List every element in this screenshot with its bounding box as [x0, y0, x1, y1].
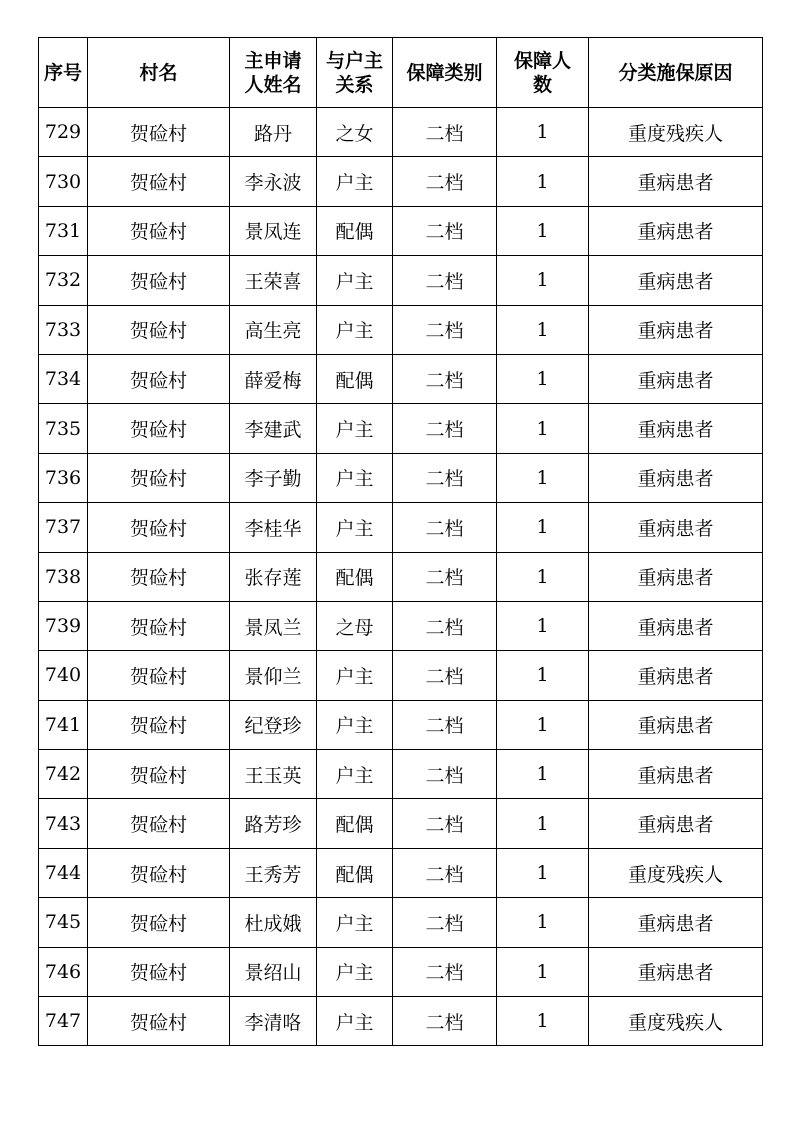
- cell-village: 贺硷村: [88, 898, 230, 947]
- header-count-line1: 保障人: [513, 49, 571, 72]
- cell-name: 路丹: [230, 108, 317, 157]
- cell-seq: 746: [39, 947, 88, 996]
- cell-relation: 配偶: [317, 552, 393, 601]
- table-row: [39, 651, 763, 700]
- cell-village: 贺硷村: [88, 404, 230, 453]
- cell-seq: 735: [39, 404, 88, 453]
- cell-seq: 739: [39, 601, 88, 650]
- cell-category: 二档: [393, 799, 497, 848]
- cell-relation: 配偶: [317, 799, 393, 848]
- cell-category: 二档: [393, 750, 497, 799]
- cell-name: 李桂华: [230, 503, 317, 552]
- header-relation-line1: 与户主: [325, 49, 383, 72]
- cell-seq: 740: [39, 651, 88, 700]
- cell-count: 1: [497, 404, 589, 453]
- cell-relation: 户主: [317, 651, 393, 700]
- cell-category: 二档: [393, 700, 497, 749]
- cell-count: 1: [497, 898, 589, 947]
- cell-count: 1: [497, 997, 589, 1046]
- cell-relation: 户主: [317, 997, 393, 1046]
- header-applicant-line2: 人姓名: [244, 73, 302, 96]
- cell-seq: 737: [39, 503, 88, 552]
- cell-category: 二档: [393, 947, 497, 996]
- cell-reason: 重病患者: [589, 206, 763, 255]
- cell-seq: 738: [39, 552, 88, 601]
- header-count: [497, 38, 589, 108]
- table-row: [39, 157, 763, 206]
- cell-category: 二档: [393, 848, 497, 897]
- cell-relation: 配偶: [317, 206, 393, 255]
- table-row: [39, 503, 763, 552]
- cell-reason: 重病患者: [589, 601, 763, 650]
- cell-village: 贺硷村: [88, 947, 230, 996]
- cell-category: 二档: [393, 453, 497, 502]
- cell-count: 1: [497, 157, 589, 206]
- cell-count: 1: [497, 700, 589, 749]
- cell-village: 贺硷村: [88, 256, 230, 305]
- cell-count: 1: [497, 256, 589, 305]
- header-category: 保障类别: [393, 38, 497, 108]
- table-body: [39, 108, 763, 1046]
- cell-category: 二档: [393, 997, 497, 1046]
- table-row: [39, 453, 763, 502]
- cell-reason: 重病患者: [589, 354, 763, 403]
- cell-seq: 731: [39, 206, 88, 255]
- cell-village: 贺硷村: [88, 651, 230, 700]
- table-row: [39, 404, 763, 453]
- cell-village: 贺硷村: [88, 305, 230, 354]
- table-row: [39, 947, 763, 996]
- cell-count: 1: [497, 453, 589, 502]
- cell-reason: 重度残疾人: [589, 997, 763, 1046]
- cell-relation: 配偶: [317, 848, 393, 897]
- cell-village: 贺硷村: [88, 108, 230, 157]
- cell-name: 张存莲: [230, 552, 317, 601]
- cell-name: 景凤连: [230, 206, 317, 255]
- cell-relation: 户主: [317, 750, 393, 799]
- cell-name: 景绍山: [230, 947, 317, 996]
- cell-category: 二档: [393, 601, 497, 650]
- cell-count: 1: [497, 206, 589, 255]
- table-row: [39, 601, 763, 650]
- cell-reason: 重度残疾人: [589, 848, 763, 897]
- cell-name: 景仰兰: [230, 651, 317, 700]
- cell-reason: 重病患者: [589, 305, 763, 354]
- header-village: 村名: [88, 38, 230, 108]
- cell-reason: 重病患者: [589, 651, 763, 700]
- header-applicant: [230, 38, 317, 108]
- cell-reason: 重病患者: [589, 799, 763, 848]
- cell-relation: 户主: [317, 305, 393, 354]
- cell-name: 王秀芳: [230, 848, 317, 897]
- cell-name: 李建武: [230, 404, 317, 453]
- cell-relation: 之女: [317, 108, 393, 157]
- cell-seq: 742: [39, 750, 88, 799]
- cell-category: 二档: [393, 404, 497, 453]
- cell-village: 贺硷村: [88, 354, 230, 403]
- cell-village: 贺硷村: [88, 552, 230, 601]
- cell-count: 1: [497, 354, 589, 403]
- cell-count: 1: [497, 947, 589, 996]
- cell-name: 李子勤: [230, 453, 317, 502]
- cell-village: 贺硷村: [88, 601, 230, 650]
- table-row: [39, 256, 763, 305]
- cell-reason: 重病患者: [589, 700, 763, 749]
- header-applicant-line1: 主申请: [244, 49, 302, 72]
- cell-seq: 734: [39, 354, 88, 403]
- table-row: [39, 750, 763, 799]
- table-row: [39, 108, 763, 157]
- table-row: [39, 552, 763, 601]
- cell-count: 1: [497, 305, 589, 354]
- cell-name: 杜成娥: [230, 898, 317, 947]
- cell-name: 纪登珍: [230, 700, 317, 749]
- cell-name: 王荣喜: [230, 256, 317, 305]
- cell-category: 二档: [393, 305, 497, 354]
- cell-seq: 732: [39, 256, 88, 305]
- cell-count: 1: [497, 601, 589, 650]
- cell-count: 1: [497, 503, 589, 552]
- cell-village: 贺硷村: [88, 848, 230, 897]
- cell-count: 1: [497, 750, 589, 799]
- cell-seq: 733: [39, 305, 88, 354]
- cell-name: 李永波: [230, 157, 317, 206]
- cell-category: 二档: [393, 354, 497, 403]
- cell-village: 贺硷村: [88, 700, 230, 749]
- header-relation-line2: 关系: [335, 73, 374, 96]
- table-row: [39, 354, 763, 403]
- cell-name: 路芳珍: [230, 799, 317, 848]
- cell-category: 二档: [393, 157, 497, 206]
- cell-reason: 重病患者: [589, 552, 763, 601]
- assistance-roster-table: [38, 37, 763, 1046]
- cell-category: 二档: [393, 206, 497, 255]
- cell-count: 1: [497, 552, 589, 601]
- cell-village: 贺硷村: [88, 750, 230, 799]
- cell-category: 二档: [393, 256, 497, 305]
- cell-seq: 743: [39, 799, 88, 848]
- cell-name: 景凤兰: [230, 601, 317, 650]
- cell-seq: 741: [39, 700, 88, 749]
- cell-relation: 户主: [317, 898, 393, 947]
- header-reason: 分类施保原因: [589, 38, 763, 108]
- cell-name: 王玉英: [230, 750, 317, 799]
- table-row: [39, 799, 763, 848]
- cell-seq: 745: [39, 898, 88, 947]
- cell-name: 薛爱梅: [230, 354, 317, 403]
- cell-village: 贺硷村: [88, 503, 230, 552]
- cell-reason: 重病患者: [589, 750, 763, 799]
- cell-seq: 744: [39, 848, 88, 897]
- cell-village: 贺硷村: [88, 206, 230, 255]
- table-row: [39, 898, 763, 947]
- cell-relation: 配偶: [317, 354, 393, 403]
- cell-count: 1: [497, 108, 589, 157]
- cell-seq: 730: [39, 157, 88, 206]
- cell-seq: 747: [39, 997, 88, 1046]
- cell-relation: 户主: [317, 404, 393, 453]
- cell-relation: 户主: [317, 453, 393, 502]
- cell-count: 1: [497, 799, 589, 848]
- table-row: [39, 700, 763, 749]
- cell-village: 贺硷村: [88, 997, 230, 1046]
- cell-relation: 户主: [317, 947, 393, 996]
- cell-reason: 重病患者: [589, 503, 763, 552]
- cell-category: 二档: [393, 651, 497, 700]
- cell-name: 高生亮: [230, 305, 317, 354]
- cell-village: 贺硷村: [88, 453, 230, 502]
- cell-village: 贺硷村: [88, 157, 230, 206]
- cell-relation: 户主: [317, 256, 393, 305]
- cell-reason: 重病患者: [589, 947, 763, 996]
- cell-reason: 重病患者: [589, 256, 763, 305]
- cell-count: 1: [497, 848, 589, 897]
- cell-relation: 户主: [317, 157, 393, 206]
- cell-category: 二档: [393, 898, 497, 947]
- cell-reason: 重病患者: [589, 453, 763, 502]
- header-count-line2: 数: [532, 73, 552, 96]
- cell-category: 二档: [393, 108, 497, 157]
- cell-reason: 重病患者: [589, 157, 763, 206]
- cell-relation: 之母: [317, 601, 393, 650]
- cell-reason: 重病患者: [589, 898, 763, 947]
- table-row: [39, 206, 763, 255]
- cell-count: 1: [497, 651, 589, 700]
- table-row: [39, 997, 763, 1046]
- cell-name: 李清咯: [230, 997, 317, 1046]
- header-seq: 序号: [39, 38, 88, 108]
- cell-reason: 重病患者: [589, 404, 763, 453]
- header-row: [39, 38, 763, 108]
- table-row: [39, 848, 763, 897]
- cell-relation: 户主: [317, 700, 393, 749]
- cell-relation: 户主: [317, 503, 393, 552]
- header-relation: [317, 38, 393, 108]
- cell-category: 二档: [393, 503, 497, 552]
- table-row: [39, 305, 763, 354]
- cell-category: 二档: [393, 552, 497, 601]
- cell-seq: 729: [39, 108, 88, 157]
- cell-seq: 736: [39, 453, 88, 502]
- cell-village: 贺硷村: [88, 799, 230, 848]
- cell-reason: 重度残疾人: [589, 108, 763, 157]
